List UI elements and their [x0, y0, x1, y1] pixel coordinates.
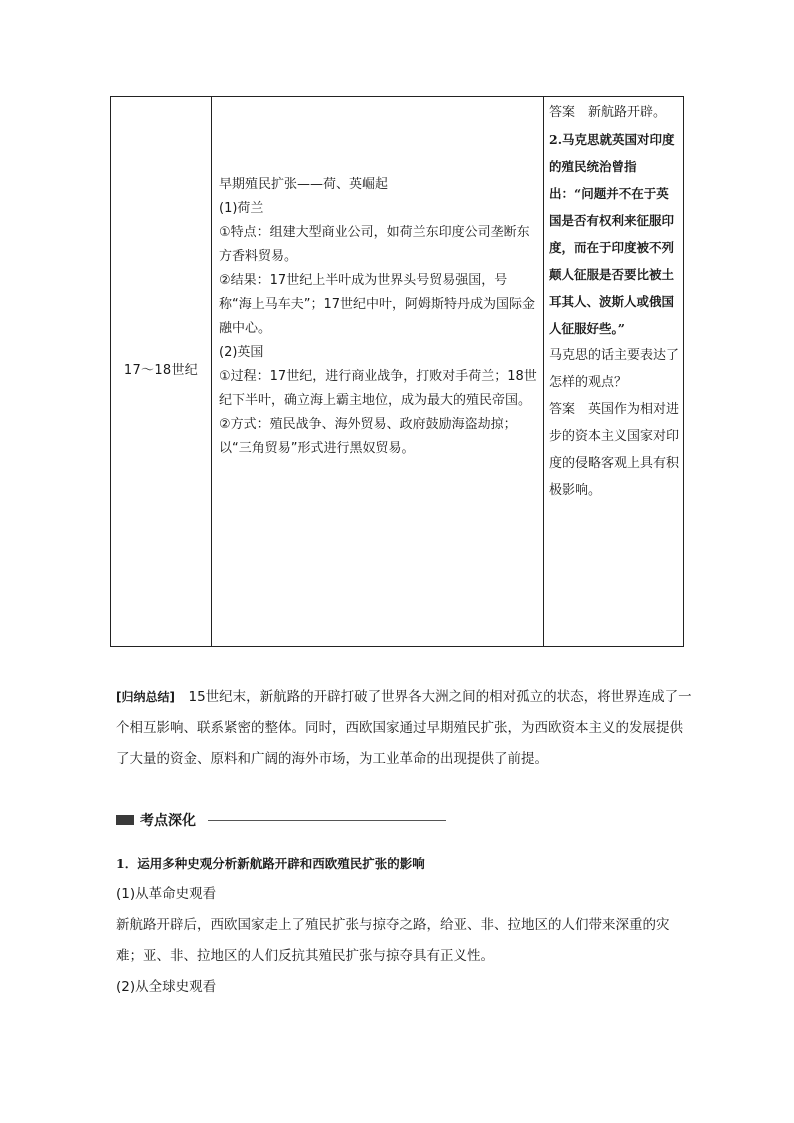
question-2: 2.马克思就英国对印度的殖民统治曾指出：“问题并不在于英国是否有权利来征服印度，而在于印度被不列颠人征服是否要比被土耳其人、波斯人或俄国人征服好些。”	[549, 132, 675, 336]
cell-paragraph: ①过程：17世纪，进行商业战争，打败对手荷兰；18世纪下半叶，确立海上霸主地位，成为最大的殖民帝国。	[219, 369, 537, 408]
cell-paragraph: 早期殖民扩张——荷、英崛起	[219, 177, 389, 192]
body-subheading: (2)从全球史观看	[116, 979, 217, 995]
question-cell	[549, 99, 681, 504]
body-heading: 1．运用多种史观分析新航路开辟和西欧殖民扩张的影响	[116, 856, 425, 871]
section-header	[116, 810, 446, 830]
summary-tag: [归纳总结]	[116, 690, 175, 704]
answer-2: 答案 英国作为相对进步的资本主义国家对印度的侵略客观上具有积极影响。	[549, 402, 680, 498]
body-paragraph: 新航路开辟后，西欧国家走上了殖民扩张与掠夺之路，给亚、非、拉地区的人们带来深重的灾难；亚、非、拉地区的人们反抗其殖民扩张与掠夺具有正义性。	[116, 917, 670, 964]
cell-paragraph: ②结果：17世纪上半叶成为世界头号贸易强国，号称“海上马车夫”；17世纪中叶，阿姆斯特丹成为国际金融中心。	[219, 273, 536, 336]
content-table	[110, 96, 684, 647]
section-marker-icon	[116, 815, 134, 825]
summary-text: 15世纪末，新航路的开辟打破了世界各大洲之间的相对孤立的状态，将世界连成了一个相互影响、联系紧密的整体。同时，西欧国家通过早期殖民扩张，为西欧资本主义的发展提供了大量的资金、原料和广阔的海外市场，为工业革命的出现提供了前提。	[116, 689, 692, 767]
summary-paragraph	[116, 682, 692, 775]
question-2-tail: 马克思的话主要表达了怎样的观点？	[549, 348, 680, 390]
answer-1: 答案 新航路开辟。	[549, 105, 667, 120]
table-divider	[211, 97, 212, 646]
section-rule	[208, 820, 446, 821]
content-cell	[219, 173, 537, 461]
cell-paragraph: (2)英国	[219, 345, 264, 360]
period-cell: 17～18世纪	[123, 363, 199, 378]
section-title: 考点深化	[140, 813, 196, 829]
cell-paragraph: ①特点：组建大型商业公司，如荷兰东印度公司垄断东方香料贸易。	[219, 225, 530, 264]
body-content	[116, 848, 692, 1003]
cell-paragraph: ②方式：殖民战争、海外贸易、政府鼓励海盗劫掠；以“三角贸易”形式进行黑奴贸易。	[219, 417, 517, 456]
body-subheading: (1)从革命史观看	[116, 886, 217, 902]
table-divider	[543, 97, 544, 646]
cell-paragraph: (1)荷兰	[219, 201, 264, 216]
